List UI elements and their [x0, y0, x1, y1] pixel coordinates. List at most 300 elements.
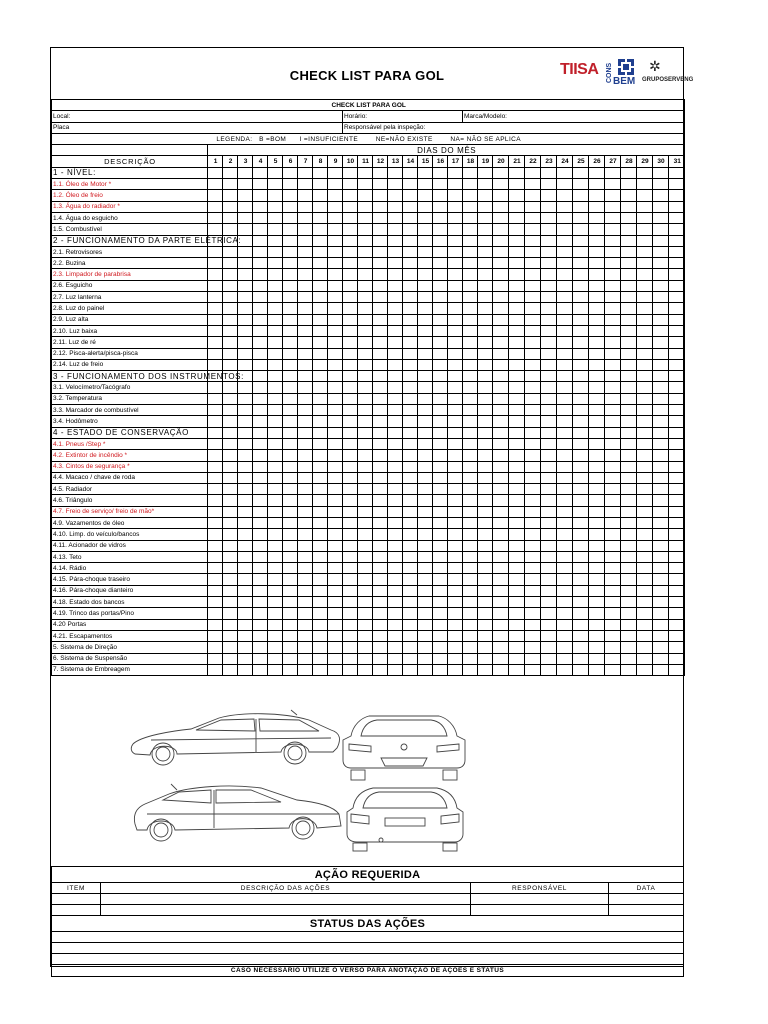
day-check-cell[interactable]: [557, 325, 573, 336]
day-check-cell[interactable]: [493, 461, 509, 472]
day-check-cell[interactable]: [541, 642, 557, 653]
day-check-cell[interactable]: [418, 630, 433, 641]
day-check-cell[interactable]: [448, 574, 463, 585]
day-check-cell[interactable]: [388, 574, 403, 585]
day-check-cell[interactable]: [313, 506, 328, 517]
day-check-cell[interactable]: [509, 438, 525, 449]
day-check-cell[interactable]: [557, 337, 573, 348]
day-check-cell[interactable]: [418, 416, 433, 427]
day-check-cell[interactable]: [223, 608, 238, 619]
day-check-cell[interactable]: [433, 393, 448, 404]
day-check-cell[interactable]: [388, 450, 403, 461]
day-check-cell[interactable]: [313, 540, 328, 551]
day-check-cell[interactable]: [253, 348, 268, 359]
day-check-cell[interactable]: [621, 246, 637, 257]
day-check-cell[interactable]: [388, 563, 403, 574]
day-check-cell[interactable]: [238, 472, 253, 483]
day-check-cell[interactable]: [208, 630, 223, 641]
day-check-cell[interactable]: [589, 619, 605, 630]
day-check-cell[interactable]: [373, 461, 388, 472]
day-check-cell[interactable]: [589, 653, 605, 664]
day-check-cell[interactable]: [298, 427, 313, 438]
day-check-cell[interactable]: [669, 280, 685, 291]
day-check-cell[interactable]: [358, 235, 373, 246]
day-check-cell[interactable]: [253, 653, 268, 664]
day-check-cell[interactable]: [493, 167, 509, 178]
day-check-cell[interactable]: [525, 348, 541, 359]
day-check-cell[interactable]: [223, 427, 238, 438]
day-check-cell[interactable]: [589, 506, 605, 517]
day-check-cell[interactable]: [433, 179, 448, 190]
day-check-cell[interactable]: [621, 517, 637, 528]
day-check-cell[interactable]: [433, 258, 448, 269]
day-check-cell[interactable]: [621, 416, 637, 427]
day-check-cell[interactable]: [268, 585, 283, 596]
day-check-cell[interactable]: [605, 405, 621, 416]
day-check-cell[interactable]: [541, 371, 557, 382]
day-check-cell[interactable]: [223, 619, 238, 630]
day-check-cell[interactable]: [223, 280, 238, 291]
day-check-cell[interactable]: [637, 258, 653, 269]
day-check-cell[interactable]: [223, 212, 238, 223]
day-check-cell[interactable]: [208, 597, 223, 608]
day-check-cell[interactable]: [448, 303, 463, 314]
day-check-cell[interactable]: [589, 348, 605, 359]
day-check-cell[interactable]: [621, 325, 637, 336]
day-check-cell[interactable]: [448, 337, 463, 348]
descricao-cell[interactable]: [101, 905, 471, 916]
day-check-cell[interactable]: [208, 314, 223, 325]
day-check-cell[interactable]: [557, 303, 573, 314]
day-check-cell[interactable]: [358, 597, 373, 608]
day-check-cell[interactable]: [358, 427, 373, 438]
day-check-cell[interactable]: [418, 597, 433, 608]
day-check-cell[interactable]: [418, 664, 433, 675]
day-check-cell[interactable]: [403, 337, 418, 348]
day-check-cell[interactable]: [589, 337, 605, 348]
day-check-cell[interactable]: [238, 246, 253, 257]
day-check-cell[interactable]: [478, 540, 493, 551]
day-check-cell[interactable]: [669, 517, 685, 528]
day-check-cell[interactable]: [238, 653, 253, 664]
day-check-cell[interactable]: [557, 224, 573, 235]
day-check-cell[interactable]: [373, 258, 388, 269]
day-check-cell[interactable]: [669, 597, 685, 608]
day-check-cell[interactable]: [283, 608, 298, 619]
day-check-cell[interactable]: [283, 212, 298, 223]
day-check-cell[interactable]: [448, 393, 463, 404]
day-check-cell[interactable]: [283, 653, 298, 664]
day-check-cell[interactable]: [448, 235, 463, 246]
day-check-cell[interactable]: [268, 382, 283, 393]
day-check-cell[interactable]: [509, 190, 525, 201]
day-check-cell[interactable]: [493, 484, 509, 495]
day-check-cell[interactable]: [343, 212, 358, 223]
day-check-cell[interactable]: [463, 382, 478, 393]
day-check-cell[interactable]: [509, 653, 525, 664]
day-check-cell[interactable]: [223, 179, 238, 190]
day-check-cell[interactable]: [669, 438, 685, 449]
day-check-cell[interactable]: [283, 280, 298, 291]
day-check-cell[interactable]: [283, 461, 298, 472]
day-check-cell[interactable]: [589, 179, 605, 190]
day-check-cell[interactable]: [541, 529, 557, 540]
day-check-cell[interactable]: [621, 438, 637, 449]
day-check-cell[interactable]: [328, 484, 343, 495]
day-check-cell[interactable]: [478, 472, 493, 483]
day-check-cell[interactable]: [208, 642, 223, 653]
day-check-cell[interactable]: [268, 653, 283, 664]
day-check-cell[interactable]: [253, 450, 268, 461]
day-check-cell[interactable]: [298, 630, 313, 641]
day-check-cell[interactable]: [313, 258, 328, 269]
day-check-cell[interactable]: [448, 472, 463, 483]
day-check-cell[interactable]: [283, 393, 298, 404]
day-check-cell[interactable]: [433, 201, 448, 212]
day-check-cell[interactable]: [557, 416, 573, 427]
day-check-cell[interactable]: [493, 190, 509, 201]
day-check-cell[interactable]: [403, 258, 418, 269]
day-check-cell[interactable]: [653, 540, 669, 551]
day-check-cell[interactable]: [509, 246, 525, 257]
day-check-cell[interactable]: [388, 597, 403, 608]
day-check-cell[interactable]: [463, 585, 478, 596]
day-check-cell[interactable]: [328, 258, 343, 269]
day-check-cell[interactable]: [343, 179, 358, 190]
day-check-cell[interactable]: [605, 506, 621, 517]
day-check-cell[interactable]: [621, 551, 637, 562]
day-check-cell[interactable]: [373, 179, 388, 190]
day-check-cell[interactable]: [493, 664, 509, 675]
day-check-cell[interactable]: [418, 563, 433, 574]
day-check-cell[interactable]: [373, 563, 388, 574]
day-check-cell[interactable]: [238, 529, 253, 540]
day-check-cell[interactable]: [493, 574, 509, 585]
day-check-cell[interactable]: [433, 438, 448, 449]
day-check-cell[interactable]: [343, 642, 358, 653]
day-check-cell[interactable]: [403, 619, 418, 630]
day-check-cell[interactable]: [238, 416, 253, 427]
day-check-cell[interactable]: [448, 563, 463, 574]
day-check-cell[interactable]: [208, 337, 223, 348]
day-check-cell[interactable]: [493, 619, 509, 630]
day-check-cell[interactable]: [418, 427, 433, 438]
day-check-cell[interactable]: [403, 303, 418, 314]
day-check-cell[interactable]: [573, 484, 589, 495]
day-check-cell[interactable]: [621, 179, 637, 190]
day-check-cell[interactable]: [358, 484, 373, 495]
day-check-cell[interactable]: [493, 427, 509, 438]
day-check-cell[interactable]: [403, 269, 418, 280]
day-check-cell[interactable]: [313, 653, 328, 664]
day-check-cell[interactable]: [298, 393, 313, 404]
day-check-cell[interactable]: [478, 619, 493, 630]
day-check-cell[interactable]: [541, 405, 557, 416]
day-check-cell[interactable]: [403, 167, 418, 178]
day-check-cell[interactable]: [313, 359, 328, 370]
day-check-cell[interactable]: [448, 653, 463, 664]
day-check-cell[interactable]: [343, 653, 358, 664]
day-check-cell[interactable]: [653, 359, 669, 370]
day-check-cell[interactable]: [493, 472, 509, 483]
day-check-cell[interactable]: [525, 190, 541, 201]
day-check-cell[interactable]: [253, 258, 268, 269]
day-check-cell[interactable]: [358, 393, 373, 404]
day-check-cell[interactable]: [541, 269, 557, 280]
day-check-cell[interactable]: [253, 517, 268, 528]
day-check-cell[interactable]: [238, 179, 253, 190]
day-check-cell[interactable]: [208, 427, 223, 438]
day-check-cell[interactable]: [509, 517, 525, 528]
day-check-cell[interactable]: [358, 653, 373, 664]
day-check-cell[interactable]: [621, 235, 637, 246]
day-check-cell[interactable]: [557, 314, 573, 325]
day-check-cell[interactable]: [463, 416, 478, 427]
day-check-cell[interactable]: [373, 472, 388, 483]
day-check-cell[interactable]: [283, 246, 298, 257]
day-check-cell[interactable]: [557, 484, 573, 495]
day-check-cell[interactable]: [589, 167, 605, 178]
day-check-cell[interactable]: [653, 371, 669, 382]
day-check-cell[interactable]: [418, 269, 433, 280]
day-check-cell[interactable]: [358, 529, 373, 540]
day-check-cell[interactable]: [573, 201, 589, 212]
day-check-cell[interactable]: [573, 416, 589, 427]
day-check-cell[interactable]: [653, 608, 669, 619]
day-check-cell[interactable]: [343, 337, 358, 348]
day-check-cell[interactable]: [208, 563, 223, 574]
day-check-cell[interactable]: [223, 292, 238, 303]
day-check-cell[interactable]: [637, 235, 653, 246]
day-check-cell[interactable]: [268, 348, 283, 359]
day-check-cell[interactable]: [448, 642, 463, 653]
day-check-cell[interactable]: [653, 314, 669, 325]
day-check-cell[interactable]: [238, 540, 253, 551]
day-check-cell[interactable]: [418, 438, 433, 449]
day-check-cell[interactable]: [621, 563, 637, 574]
day-check-cell[interactable]: [637, 269, 653, 280]
day-check-cell[interactable]: [605, 563, 621, 574]
day-check-cell[interactable]: [343, 201, 358, 212]
day-check-cell[interactable]: [605, 224, 621, 235]
day-check-cell[interactable]: [637, 337, 653, 348]
day-check-cell[interactable]: [589, 224, 605, 235]
day-check-cell[interactable]: [557, 472, 573, 483]
day-check-cell[interactable]: [478, 201, 493, 212]
day-check-cell[interactable]: [238, 608, 253, 619]
day-check-cell[interactable]: [478, 597, 493, 608]
day-check-cell[interactable]: [433, 405, 448, 416]
day-check-cell[interactable]: [621, 212, 637, 223]
day-check-cell[interactable]: [403, 292, 418, 303]
day-check-cell[interactable]: [433, 190, 448, 201]
day-check-cell[interactable]: [433, 212, 448, 223]
day-check-cell[interactable]: [637, 325, 653, 336]
day-check-cell[interactable]: [525, 517, 541, 528]
day-check-cell[interactable]: [388, 653, 403, 664]
day-check-cell[interactable]: [589, 190, 605, 201]
day-check-cell[interactable]: [669, 292, 685, 303]
day-check-cell[interactable]: [557, 597, 573, 608]
day-check-cell[interactable]: [388, 664, 403, 675]
day-check-cell[interactable]: [418, 224, 433, 235]
day-check-cell[interactable]: [313, 371, 328, 382]
day-check-cell[interactable]: [298, 664, 313, 675]
day-check-cell[interactable]: [463, 608, 478, 619]
day-check-cell[interactable]: [557, 653, 573, 664]
day-check-cell[interactable]: [388, 201, 403, 212]
day-check-cell[interactable]: [621, 314, 637, 325]
day-check-cell[interactable]: [541, 574, 557, 585]
day-check-cell[interactable]: [343, 224, 358, 235]
day-check-cell[interactable]: [283, 269, 298, 280]
day-check-cell[interactable]: [328, 314, 343, 325]
day-check-cell[interactable]: [373, 450, 388, 461]
day-check-cell[interactable]: [621, 337, 637, 348]
day-check-cell[interactable]: [653, 179, 669, 190]
day-check-cell[interactable]: [208, 574, 223, 585]
day-check-cell[interactable]: [541, 653, 557, 664]
day-check-cell[interactable]: [298, 325, 313, 336]
day-check-cell[interactable]: [525, 472, 541, 483]
day-check-cell[interactable]: [621, 224, 637, 235]
day-check-cell[interactable]: [298, 292, 313, 303]
day-check-cell[interactable]: [573, 551, 589, 562]
day-check-cell[interactable]: [637, 212, 653, 223]
day-check-cell[interactable]: [541, 382, 557, 393]
day-check-cell[interactable]: [238, 574, 253, 585]
day-check-cell[interactable]: [313, 517, 328, 528]
day-check-cell[interactable]: [343, 405, 358, 416]
day-check-cell[interactable]: [653, 212, 669, 223]
day-check-cell[interactable]: [621, 484, 637, 495]
day-check-cell[interactable]: [343, 416, 358, 427]
day-check-cell[interactable]: [605, 416, 621, 427]
day-check-cell[interactable]: [298, 359, 313, 370]
day-check-cell[interactable]: [557, 212, 573, 223]
day-check-cell[interactable]: [541, 224, 557, 235]
day-check-cell[interactable]: [557, 201, 573, 212]
day-check-cell[interactable]: [373, 619, 388, 630]
day-check-cell[interactable]: [313, 382, 328, 393]
day-check-cell[interactable]: [637, 303, 653, 314]
day-check-cell[interactable]: [223, 585, 238, 596]
day-check-cell[interactable]: [448, 382, 463, 393]
day-check-cell[interactable]: [541, 258, 557, 269]
day-check-cell[interactable]: [448, 167, 463, 178]
day-check-cell[interactable]: [525, 438, 541, 449]
day-check-cell[interactable]: [541, 292, 557, 303]
day-check-cell[interactable]: [541, 416, 557, 427]
day-check-cell[interactable]: [573, 574, 589, 585]
day-check-cell[interactable]: [208, 280, 223, 291]
day-check-cell[interactable]: [373, 167, 388, 178]
day-check-cell[interactable]: [208, 517, 223, 528]
day-check-cell[interactable]: [418, 190, 433, 201]
day-check-cell[interactable]: [541, 664, 557, 675]
day-check-cell[interactable]: [669, 664, 685, 675]
day-check-cell[interactable]: [388, 608, 403, 619]
day-check-cell[interactable]: [463, 653, 478, 664]
day-check-cell[interactable]: [463, 630, 478, 641]
day-check-cell[interactable]: [238, 619, 253, 630]
day-check-cell[interactable]: [298, 371, 313, 382]
day-check-cell[interactable]: [621, 359, 637, 370]
day-check-cell[interactable]: [403, 416, 418, 427]
day-check-cell[interactable]: [557, 495, 573, 506]
day-check-cell[interactable]: [298, 212, 313, 223]
day-check-cell[interactable]: [328, 506, 343, 517]
day-check-cell[interactable]: [478, 235, 493, 246]
day-check-cell[interactable]: [418, 529, 433, 540]
day-check-cell[interactable]: [573, 472, 589, 483]
day-check-cell[interactable]: [509, 179, 525, 190]
day-check-cell[interactable]: [557, 517, 573, 528]
day-check-cell[interactable]: [223, 303, 238, 314]
day-check-cell[interactable]: [621, 382, 637, 393]
day-check-cell[interactable]: [313, 348, 328, 359]
day-check-cell[interactable]: [253, 325, 268, 336]
day-check-cell[interactable]: [669, 303, 685, 314]
day-check-cell[interactable]: [669, 179, 685, 190]
day-check-cell[interactable]: [403, 280, 418, 291]
day-check-cell[interactable]: [493, 280, 509, 291]
day-check-cell[interactable]: [525, 461, 541, 472]
day-check-cell[interactable]: [223, 461, 238, 472]
day-check-cell[interactable]: [589, 393, 605, 404]
day-check-cell[interactable]: [328, 495, 343, 506]
day-check-cell[interactable]: [557, 551, 573, 562]
day-check-cell[interactable]: [637, 642, 653, 653]
day-check-cell[interactable]: [541, 563, 557, 574]
day-check-cell[interactable]: [358, 190, 373, 201]
day-check-cell[interactable]: [208, 529, 223, 540]
day-check-cell[interactable]: [478, 574, 493, 585]
day-check-cell[interactable]: [268, 280, 283, 291]
day-check-cell[interactable]: [298, 506, 313, 517]
day-check-cell[interactable]: [463, 619, 478, 630]
day-check-cell[interactable]: [621, 495, 637, 506]
day-check-cell[interactable]: [557, 190, 573, 201]
day-check-cell[interactable]: [525, 551, 541, 562]
day-check-cell[interactable]: [653, 653, 669, 664]
day-check-cell[interactable]: [253, 529, 268, 540]
day-check-cell[interactable]: [433, 597, 448, 608]
day-check-cell[interactable]: [373, 427, 388, 438]
day-check-cell[interactable]: [448, 551, 463, 562]
day-check-cell[interactable]: [448, 224, 463, 235]
day-check-cell[interactable]: [509, 529, 525, 540]
day-check-cell[interactable]: [418, 506, 433, 517]
day-check-cell[interactable]: [525, 269, 541, 280]
day-check-cell[interactable]: [238, 224, 253, 235]
day-check-cell[interactable]: [478, 292, 493, 303]
day-check-cell[interactable]: [388, 258, 403, 269]
day-check-cell[interactable]: [637, 574, 653, 585]
day-check-cell[interactable]: [541, 427, 557, 438]
day-check-cell[interactable]: [433, 235, 448, 246]
day-check-cell[interactable]: [669, 472, 685, 483]
day-check-cell[interactable]: [328, 597, 343, 608]
day-check-cell[interactable]: [478, 551, 493, 562]
day-check-cell[interactable]: [478, 258, 493, 269]
day-check-cell[interactable]: [403, 506, 418, 517]
day-check-cell[interactable]: [418, 371, 433, 382]
day-check-cell[interactable]: [373, 371, 388, 382]
day-check-cell[interactable]: [223, 382, 238, 393]
day-check-cell[interactable]: [313, 393, 328, 404]
day-check-cell[interactable]: [388, 303, 403, 314]
